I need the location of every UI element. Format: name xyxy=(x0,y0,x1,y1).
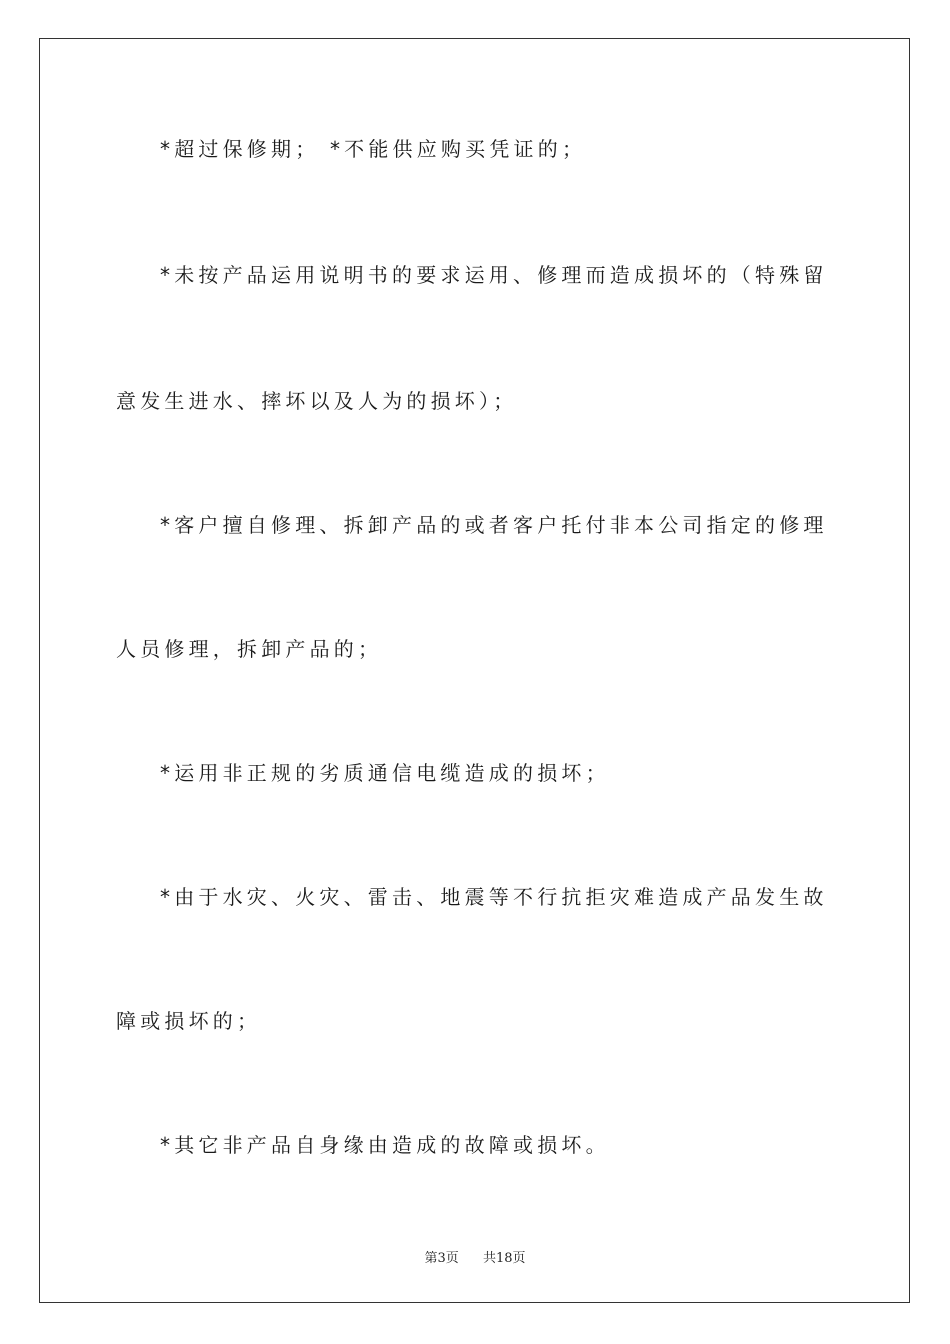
paragraph-line-5: 人员修理，拆卸产品的； xyxy=(116,637,383,661)
page-total: 共18页 xyxy=(483,1251,526,1266)
page-border xyxy=(39,38,910,1303)
paragraph-line-6: *运用非正规的劣质通信电缆造成的损坏； xyxy=(160,761,610,785)
paragraph-line-9: *其它非产品自身缘由造成的故障或损坏。 xyxy=(160,1133,610,1157)
paragraph-line-8: 障或损坏的； xyxy=(116,1009,262,1033)
paragraph-line-3: 意发生进水、摔坏以及人为的损坏）； xyxy=(116,389,518,413)
paragraph-line-4: *客户擅自修理、拆卸产品的或者客户托付非本公司指定的修理 xyxy=(160,513,828,537)
paragraph-line-1: *超过保修期； *不能供应购买凭证的； xyxy=(160,137,587,161)
page-number: 第3页 xyxy=(424,1251,459,1266)
paragraph-line-2: *未按产品运用说明书的要求运用、修理而造成损坏的（特殊留 xyxy=(160,263,828,287)
page-footer xyxy=(0,1247,950,1266)
paragraph-line-7: *由于水灾、火灾、雷击、地震等不行抗拒灾难造成产品发生故 xyxy=(160,885,828,909)
